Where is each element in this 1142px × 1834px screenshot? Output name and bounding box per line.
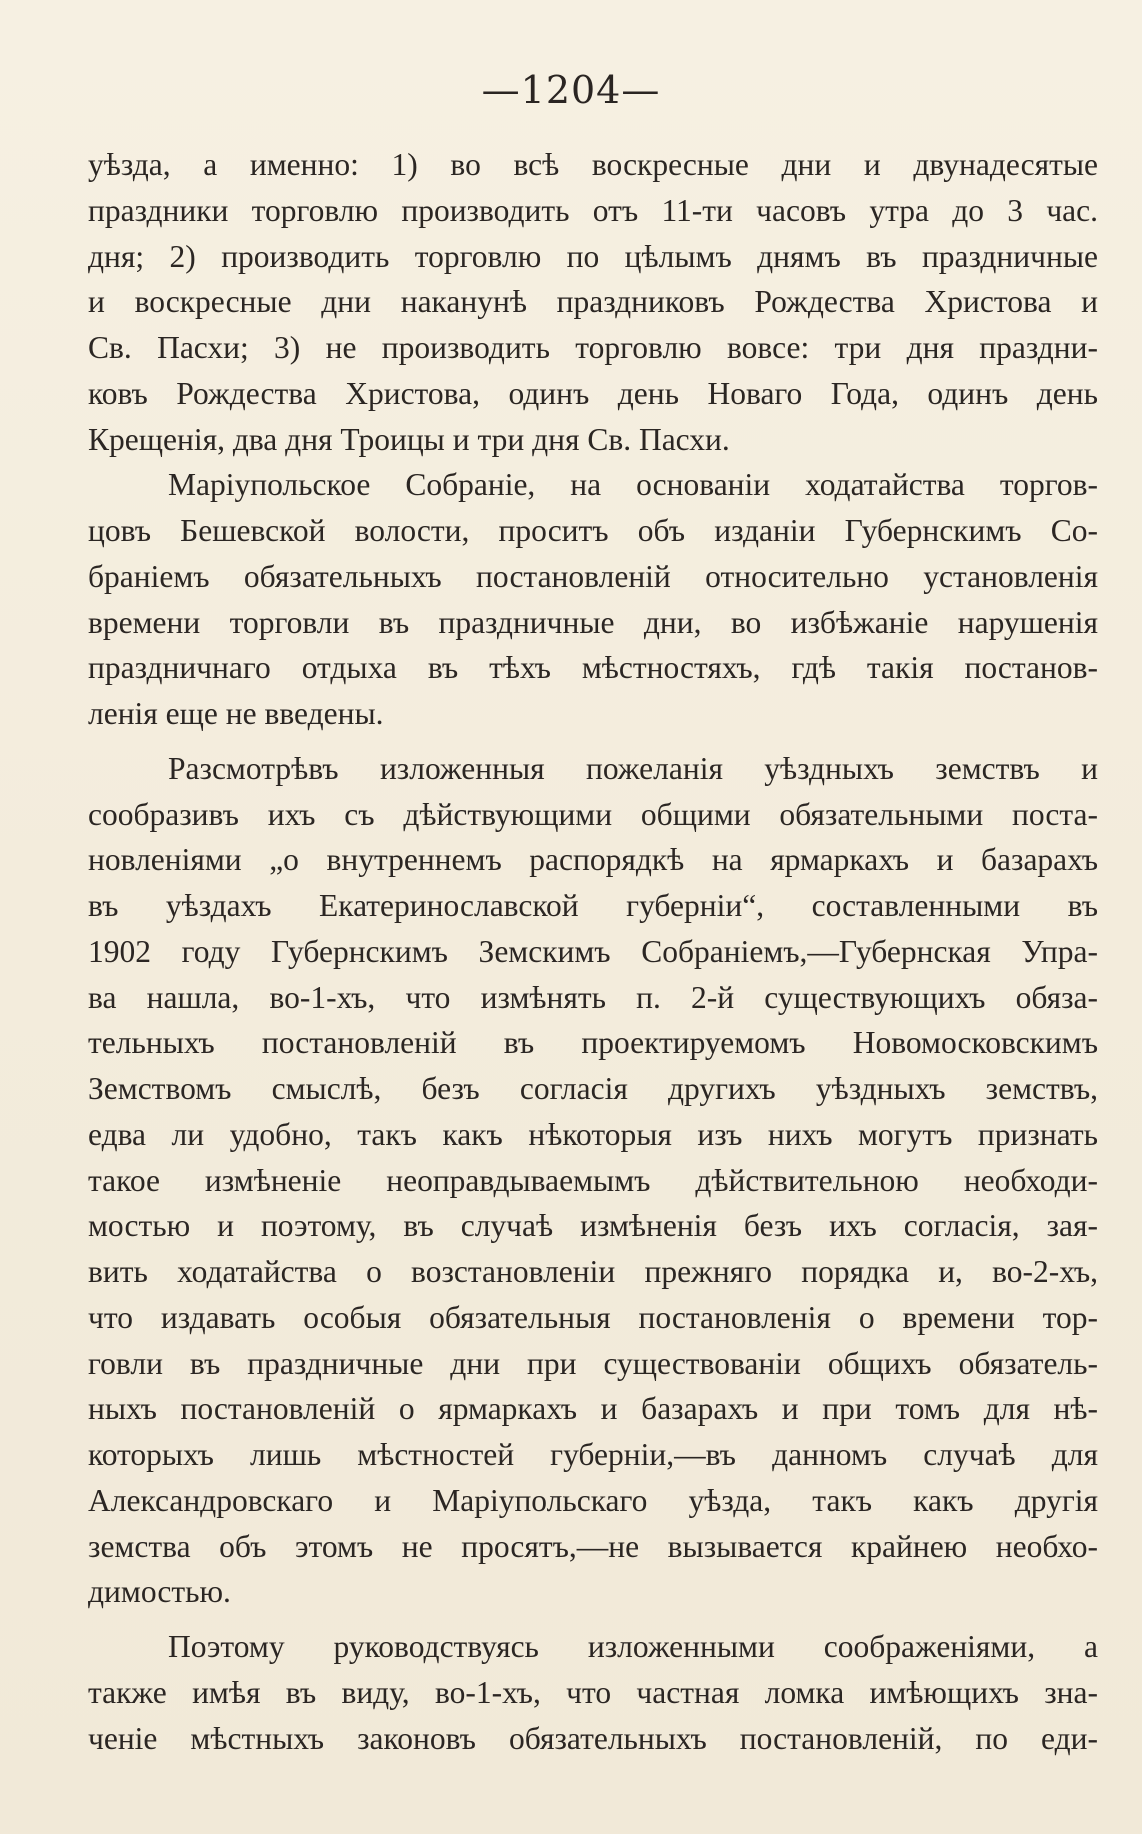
text-line: Разсмотрѣвъ изложенныя пожеланія уѣздныхъ земствъ и <box>168 750 1098 786</box>
text-line: въ уѣздахъ Екатеринославской губерніи“, составленными въ <box>88 888 1098 923</box>
text-line: ченіе мѣстныхъ законовъ обязательныхъ постановленій, по еди- <box>88 1720 1098 1756</box>
text-line: ковъ Рождества Христова, одинъ день Новаго Года, одинъ день <box>88 375 1098 411</box>
text-line: Александровскаго и Маріупольскаго уѣзда, такъ какъ другія <box>88 1482 1098 1518</box>
text-line: Поэтому руководствуясь изложенными соображеніями, а <box>168 1629 1098 1664</box>
text-line: тельныхъ постановленій въ проектируемомъ Новомосковскимъ <box>88 1025 1098 1061</box>
text-line: димостью. <box>88 1574 231 1610</box>
paragraph <box>88 462 1098 737</box>
text-line: мостью и поэтому, въ случаѣ измѣненія безъ ихъ согласія, зая- <box>88 1208 1098 1244</box>
paragraph <box>88 746 1098 1615</box>
paragraph <box>88 1624 1098 1761</box>
text-line: браніемъ обязательныхъ постановленій относительно установленія <box>88 558 1098 594</box>
text-line: праздники торговлю производить отъ 11-ти часовъ утра до 3 час. <box>88 192 1098 228</box>
body-text <box>88 142 1098 1761</box>
text-line: вить ходатайства о возстановленіи прежняго порядка и, во-2-хъ, <box>88 1254 1098 1289</box>
text-line: времени торговли въ праздничные дни, во избѣжаніе нарушенія <box>88 604 1098 640</box>
text-line: сообразивъ ихъ съ дѣйствующими общими обязательными поста- <box>88 796 1098 832</box>
text-line: 1902 году Губернскимъ Земскимъ Собраніемъ,—Губернская Упра- <box>88 933 1098 969</box>
text-line: цовъ Бешевской волости, проситъ объ изданіи Губернскимъ Со- <box>88 513 1098 548</box>
text-line: ва нашла, во-1-хъ, что измѣнять п. 2-й существующихъ обяза- <box>88 979 1098 1015</box>
text-line: Св. Пасхи; 3) не производить торговлю вовсе: три дня праздни- <box>88 330 1098 365</box>
text-line: Земствомъ смыслѣ, безъ согласія другихъ уѣздныхъ земствъ, <box>88 1071 1098 1106</box>
paragraph <box>88 142 1098 462</box>
text-line: ныхъ постановленій о ярмаркахъ и базарахъ и при томъ для нѣ- <box>88 1391 1098 1427</box>
text-line: Крещенія, два дня Троицы и три дня Св. Пасхи. <box>88 421 730 457</box>
text-line: едва ли удобно, такъ какъ нѣкоторыя изъ нихъ могутъ признать <box>88 1116 1098 1152</box>
text-line: дня; 2) производить торговлю по цѣлымъ днямъ въ праздничные <box>88 238 1098 274</box>
text-line: которыхъ лишь мѣстностей губерніи,—въ данномъ случаѣ для <box>88 1437 1098 1472</box>
text-line: также имѣя въ виду, во-1-хъ, что частная ломка имѣющихъ зна- <box>88 1674 1098 1710</box>
text-line: земства объ этомъ не просятъ,—не вызывается крайнею необхо- <box>88 1528 1098 1564</box>
text-line: такое измѣненіе неоправдываемымъ дѣйствительною необходи- <box>88 1162 1098 1198</box>
page-number: —1204— <box>481 68 661 112</box>
text-line: Маріупольское Собраніе, на основаніи ходатайства торгов- <box>168 467 1098 503</box>
text-line: и воскресные дни наканунѣ праздниковъ Рождества Христова и <box>88 284 1098 320</box>
text-line: новленіями „о внутреннемъ распорядкѣ на ярмаркахъ и базарахъ <box>88 842 1098 878</box>
text-line: ленія еще не введены. <box>88 696 384 731</box>
text-line: что издавать особыя обязательныя постановленія о времени тор- <box>88 1299 1098 1335</box>
text-line: уѣзда, а именно: 1) во всѣ воскресные дни и двунадесятые <box>88 147 1098 182</box>
text-line: говли въ праздничные дни при существованіи общихъ обязатель- <box>88 1345 1098 1381</box>
text-line: праздничнаго отдыха въ тѣхъ мѣстностяхъ, гдѣ такія постанов- <box>88 650 1098 686</box>
